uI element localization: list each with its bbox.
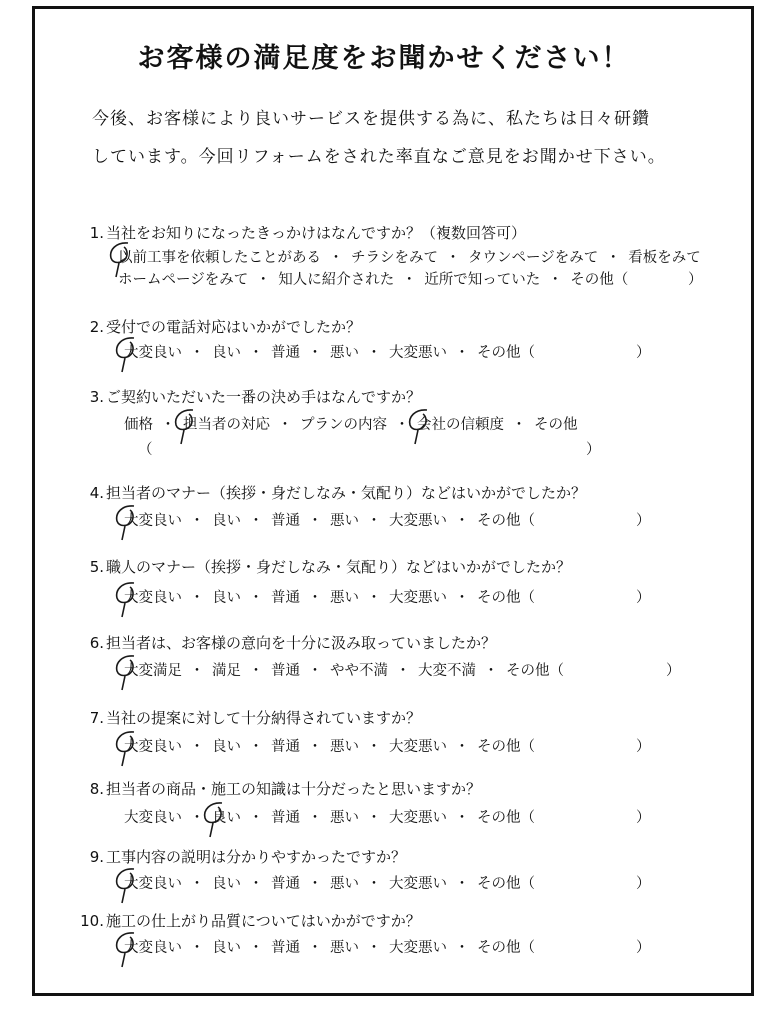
option-separator: ・ xyxy=(395,663,411,679)
option-row xyxy=(124,509,535,530)
question-number: 5. xyxy=(89,558,104,576)
option-separator: ・ xyxy=(454,345,470,361)
option-separator: ・ xyxy=(454,739,470,755)
close-paren: ） xyxy=(636,940,651,956)
option-separator: ・ xyxy=(248,590,264,606)
option-separator: ・ xyxy=(547,272,563,288)
option-separator: ・ xyxy=(366,513,382,529)
option[interactable]: 普通 xyxy=(271,345,300,361)
option-selected[interactable]: 大変満足 xyxy=(124,659,182,680)
close-paren: ） xyxy=(636,810,651,826)
option[interactable]: 価格 xyxy=(124,417,153,433)
option-separator: ・ xyxy=(328,250,344,266)
option-separator: ・ xyxy=(454,513,470,529)
option-separator: ・ xyxy=(454,876,470,892)
option[interactable]: 普通 xyxy=(271,513,300,529)
option-separator: ・ xyxy=(307,739,323,755)
option[interactable]: 悪い xyxy=(330,810,359,826)
question-number: 3. xyxy=(89,388,104,406)
page-title: お客様の満足度をお聞かせください！ xyxy=(137,43,631,74)
option[interactable]: その他（ xyxy=(477,345,535,361)
option[interactable]: 大変悪い xyxy=(389,513,447,529)
option-separator: ・ xyxy=(366,940,382,956)
option-row xyxy=(124,413,578,434)
question-text: 当社の提案に対して十分納得されていますか？ xyxy=(106,709,422,727)
option-separator: ・ xyxy=(366,590,382,606)
option-separator: ・ xyxy=(248,345,264,361)
option-separator: ・ xyxy=(307,940,323,956)
option-separator: ・ xyxy=(248,876,264,892)
option[interactable]: その他 xyxy=(534,417,578,433)
option[interactable]: その他（ xyxy=(477,810,535,826)
question-number: 4. xyxy=(89,484,104,502)
option-row xyxy=(124,735,535,756)
intro-line-2: しています。今回リフォームをされた率直なご意見をお聞かせ下さい。 xyxy=(92,147,666,167)
option[interactable]: 看板をみて xyxy=(628,250,701,266)
option-separator: ・ xyxy=(189,739,205,755)
option-separator: ・ xyxy=(366,739,382,755)
option-separator: ・ xyxy=(189,663,205,679)
question-10 xyxy=(78,910,421,931)
option[interactable]: タウンページをみて xyxy=(468,250,599,266)
option-separator: ・ xyxy=(307,345,323,361)
option[interactable]: 悪い xyxy=(330,590,359,606)
option[interactable]: プランの内容 xyxy=(300,417,387,433)
option-separator: ・ xyxy=(366,810,382,826)
question-text: 工事内容の説明は分かりやすかったですか？ xyxy=(106,848,407,866)
option-separator: ・ xyxy=(248,663,264,679)
option-separator: ・ xyxy=(277,417,293,433)
close-paren: ） xyxy=(586,442,601,458)
option[interactable]: 大変悪い xyxy=(389,739,447,755)
question-number: 7. xyxy=(89,709,104,727)
option-row xyxy=(124,806,535,827)
option-separator: ・ xyxy=(445,250,461,266)
option-row xyxy=(138,438,153,459)
option-separator: ・ xyxy=(307,876,323,892)
question-number: 2. xyxy=(89,318,104,336)
option-selected[interactable]: 大変良い xyxy=(124,586,182,607)
question-6 xyxy=(78,632,496,653)
option-selected[interactable]: 大変良い xyxy=(124,872,182,893)
option-separator: ・ xyxy=(248,739,264,755)
question-9 xyxy=(78,846,406,867)
option[interactable]: ホームページをみて xyxy=(118,272,249,288)
option-selected[interactable]: 大変良い xyxy=(124,509,182,530)
option[interactable]: 知人に紹介された xyxy=(278,272,395,288)
question-text: 当社をお知りになったきっかけはなんですか？（複数回答可） xyxy=(106,224,527,242)
option-separator: ・ xyxy=(189,590,205,606)
close-paren: ） xyxy=(636,739,651,755)
question-text: 受付での電話対応はいかがでしたか？ xyxy=(106,318,362,336)
option[interactable]: 普通 xyxy=(271,590,300,606)
option[interactable]: その他（ xyxy=(477,739,535,755)
question-3 xyxy=(78,386,421,407)
option[interactable]: 良い xyxy=(212,345,241,361)
option-selected[interactable]: 大変良い xyxy=(124,341,182,362)
option[interactable]: 普通 xyxy=(271,739,300,755)
option-selected[interactable]: 大変良い xyxy=(124,735,182,756)
question-text: 担当者の商品・施工の知識は十分だったと思いますか？ xyxy=(106,780,482,798)
question-1 xyxy=(78,222,526,243)
option[interactable]: その他（ xyxy=(477,876,535,892)
option-row xyxy=(124,341,535,362)
option[interactable]: 良い xyxy=(212,940,241,956)
option[interactable]: 大変不満 xyxy=(418,663,476,679)
close-paren: ） xyxy=(666,663,681,679)
option-separator: ・ xyxy=(366,345,382,361)
option-separator: ・ xyxy=(189,345,205,361)
option-row xyxy=(124,659,564,680)
option-separator: ・ xyxy=(189,940,205,956)
question-2 xyxy=(78,316,361,337)
option-separator: ・ xyxy=(307,513,323,529)
option-separator: ・ xyxy=(248,810,264,826)
option-row xyxy=(124,586,535,607)
option[interactable]: 良い xyxy=(212,590,241,606)
option[interactable]: 普通 xyxy=(271,876,300,892)
question-text: 担当者は、お客様の意向を十分に汲み取っていましたか？ xyxy=(106,634,497,652)
option-selected[interactable]: 以前工事を依頼したことがある xyxy=(118,246,321,267)
option[interactable]: 大変悪い xyxy=(389,940,447,956)
option[interactable]: やや不満 xyxy=(330,663,388,679)
option-separator: ・ xyxy=(483,663,499,679)
option[interactable]: 近所で知っていた xyxy=(424,272,541,288)
question-5 xyxy=(78,556,571,577)
option[interactable]: 普通 xyxy=(271,810,300,826)
question-number: 9. xyxy=(89,848,104,866)
option[interactable]: 大変悪い xyxy=(389,345,447,361)
option[interactable]: 良い xyxy=(212,876,241,892)
option-separator: ・ xyxy=(307,810,323,826)
question-7 xyxy=(78,707,421,728)
close-paren: ） xyxy=(636,876,651,892)
intro-line-1: 今後、お客様により良いサービスを提供する為に、私たちは日々研鑽 xyxy=(92,109,650,129)
option[interactable]: 大変悪い xyxy=(389,876,447,892)
option-selected[interactable]: 良い xyxy=(212,806,241,827)
option[interactable]: その他（ xyxy=(506,663,564,679)
option-selected[interactable]: 会社の信頼度 xyxy=(417,413,504,434)
option-separator: ・ xyxy=(454,590,470,606)
question-number: 1. xyxy=(89,224,104,242)
option[interactable]: （ xyxy=(138,442,153,458)
option-selected[interactable]: 大変良い xyxy=(124,936,182,957)
option[interactable]: 大変良い xyxy=(124,810,182,826)
option-separator: ・ xyxy=(511,417,527,433)
option-separator: ・ xyxy=(248,513,264,529)
option-separator: ・ xyxy=(307,663,323,679)
option[interactable]: その他（ xyxy=(477,590,535,606)
option-separator: ・ xyxy=(189,810,205,826)
question-text: ご契約いただいた一番の決め手はなんですか？ xyxy=(106,388,422,406)
option[interactable]: 満足 xyxy=(212,663,241,679)
option-separator: ・ xyxy=(366,876,382,892)
option[interactable]: その他（ xyxy=(570,272,629,288)
close-paren: ） xyxy=(636,590,651,606)
option-row xyxy=(118,268,628,289)
question-number: 8. xyxy=(89,780,104,798)
option-separator: ・ xyxy=(605,250,621,266)
option[interactable]: その他（ xyxy=(477,513,535,529)
option[interactable]: 良い xyxy=(212,739,241,755)
question-number: 10. xyxy=(80,912,104,930)
option[interactable]: その他（ xyxy=(477,940,535,956)
option-separator: ・ xyxy=(454,940,470,956)
option-row xyxy=(118,246,701,267)
option[interactable]: 大変悪い xyxy=(389,810,447,826)
question-text: 職人のマナー（挨拶・身だしなみ・気配り）などはいかがでしたか？ xyxy=(106,558,572,576)
close-paren: ） xyxy=(636,345,651,361)
option-separator: ・ xyxy=(248,940,264,956)
option-separator: ・ xyxy=(189,876,205,892)
question-number: 6. xyxy=(89,634,104,652)
option[interactable]: 悪い xyxy=(330,940,359,956)
option-separator: ・ xyxy=(307,590,323,606)
question-text: 施工の仕上がり品質についてはいかがですか？ xyxy=(106,912,421,930)
option-selected[interactable]: 担当者の対応 xyxy=(183,413,270,434)
option[interactable]: 悪い xyxy=(330,876,359,892)
option-separator: ・ xyxy=(255,272,271,288)
option[interactable]: 普通 xyxy=(271,940,300,956)
option-separator: ・ xyxy=(394,417,410,433)
question-text: 担当者のマナー（挨拶・身だしなみ・気配り）などはいかがでしたか？ xyxy=(106,484,587,502)
option[interactable]: 良い xyxy=(212,513,241,529)
option[interactable]: 悪い xyxy=(330,345,359,361)
option-separator: ・ xyxy=(189,513,205,529)
option-separator: ・ xyxy=(401,272,417,288)
option-separator: ・ xyxy=(160,417,176,433)
close-paren: ） xyxy=(688,272,703,288)
question-4 xyxy=(78,482,586,503)
close-paren: ） xyxy=(636,513,651,529)
option-separator: ・ xyxy=(454,810,470,826)
option[interactable]: 大変悪い xyxy=(389,590,447,606)
option[interactable]: 普通 xyxy=(271,663,300,679)
question-8 xyxy=(78,778,481,799)
option[interactable]: 悪い xyxy=(330,513,359,529)
option-row xyxy=(124,872,535,893)
option[interactable]: 悪い xyxy=(330,739,359,755)
option-row xyxy=(124,936,535,957)
option[interactable]: チラシをみて xyxy=(351,250,438,266)
